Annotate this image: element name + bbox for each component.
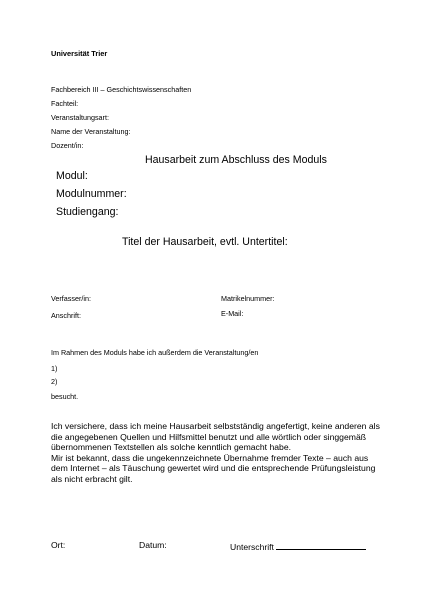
study-program-label: Studiengang: — [56, 206, 119, 218]
paper-title: Titel der Hausarbeit, evtl. Untertitel: — [122, 236, 288, 248]
module-label: Modul: — [56, 170, 88, 182]
subject-label: Fachteil: — [51, 99, 79, 108]
department-label: Fachbereich III – Geschichtswissenschaften — [51, 85, 192, 94]
course-item-1: 1) — [51, 364, 58, 373]
author-label: Verfasser/in: — [51, 294, 91, 303]
date-label: Datum: — [139, 540, 167, 550]
declaration-block — [51, 421, 381, 485]
lecturer-label: Dozent/in: — [51, 141, 84, 150]
declaration-paragraph-1: Ich versichere, dass ich meine Hausarbeit selbstständig angefertigt, keine anderen als die angegebenen Quellen und Hilfsmittel benutzt und alle wörtlich oder singgemäß übernommenen Textstellen als solche kenntlich gemacht habe. — [51, 421, 380, 453]
email-label: E-Mail: — [221, 309, 244, 318]
signature-label: Unterschrift — [230, 542, 274, 552]
signature-field — [230, 541, 366, 552]
matriculation-label: Matrikelnummer: — [221, 294, 275, 303]
declaration-paragraph-2: Mir ist bekannt, dass die ungekennzeichnete Übernahme fremder Texte – auch aus dem Internet – als Täuschung gewertet wird und die entsprechende Prüfungsleistung als nicht erbracht gilt. — [51, 452, 376, 484]
address-label: Anschrift: — [51, 311, 81, 320]
university-name: Universität Trier — [51, 49, 108, 58]
courses-outro: besucht. — [51, 392, 79, 401]
signature-line — [276, 541, 366, 550]
document-heading: Hausarbeit zum Abschluss des Moduls — [145, 154, 327, 166]
module-number-label: Modulnummer: — [56, 188, 127, 200]
place-label: Ort: — [51, 540, 66, 550]
course-item-2: 2) — [51, 377, 58, 386]
course-type-label: Veranstaltungsart: — [51, 113, 109, 122]
course-name-label: Name der Veranstaltung: — [51, 127, 131, 136]
courses-intro: Im Rahmen des Moduls habe ich außerdem die Veranstaltung/en — [51, 348, 259, 357]
